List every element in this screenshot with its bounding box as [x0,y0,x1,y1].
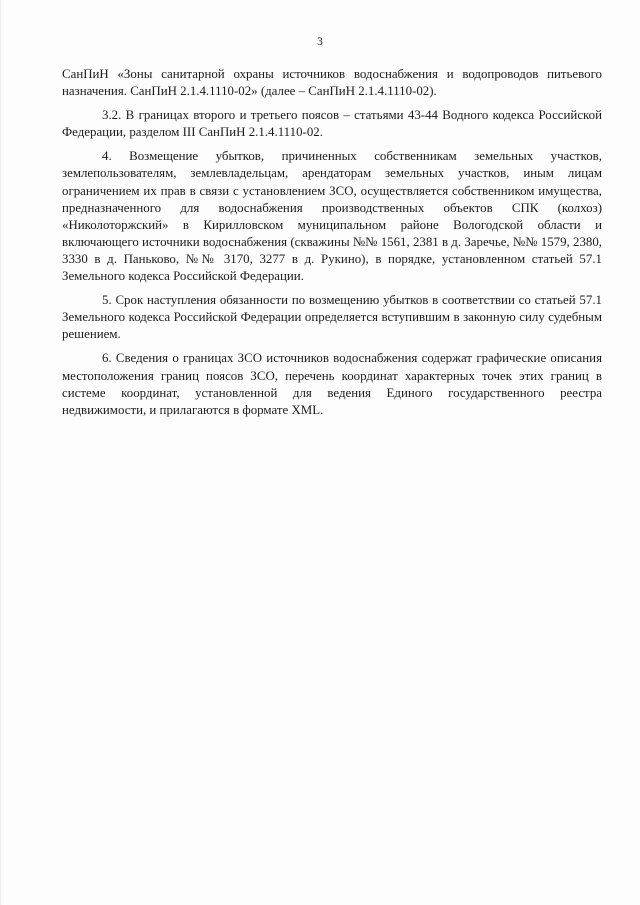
paragraph-3-2: 3.2. В границах второго и третьего поясов – статьями 43-44 Водного кодекса Российской Федерации, разделом III СанПиН 2.1.4.1110-02. [62,108,602,140]
paragraph-5: 5. Срок наступления обязанности по возмещению убытков в соответствии со статьей 57.1 Земельного кодекса Российской Федерации определяется вступившим в законную силу судебным решением. [62,293,602,342]
scan-edge [0,0,2,905]
paragraph-sanpin-continuation: СанПиН «Зоны санитарной охраны источников водоснабжения и водопроводов питьевого назначения. СанПиН 2.1.4.1110-02» (далее – СанПиН 2.1.4.1110-02). [62,67,602,99]
page-number: 3 [317,36,323,48]
paragraph-6: 6. Сведения о границах ЗСО источников водоснабжения содержат графические описания местоположения границ поясов ЗСО, перечень координат характерных точек этих границ в системе координат, установленной для ведения Единого государственного реестра недвижимости, и прилагаются в формате XML. [62,351,602,417]
paragraph-4: 4. Возмещение убытков, причиненных собственникам земельных участков, землепользователям, землевладельцам, арендаторам земельных участков, иным лицам ограничением их прав в связи с установлением ЗСО, осуществляется собственником имущества, предназначенного для водоснабжения производственных объектов СПК (колхоз) «Николоторжский» в Кирилловском муниципальном районе Вологодской области и включающего источники водоснабжения (скважины №№ 1561, 2381 в д. Заречье, №№ 1579, 2380, 3330 в д. Паньково, №№ 3170, 3277 в д. Рукино), в порядке, установленном статьей 57.1 Земельного кодекса Российской Федерации. [62,149,602,284]
document-body [62,66,602,419]
